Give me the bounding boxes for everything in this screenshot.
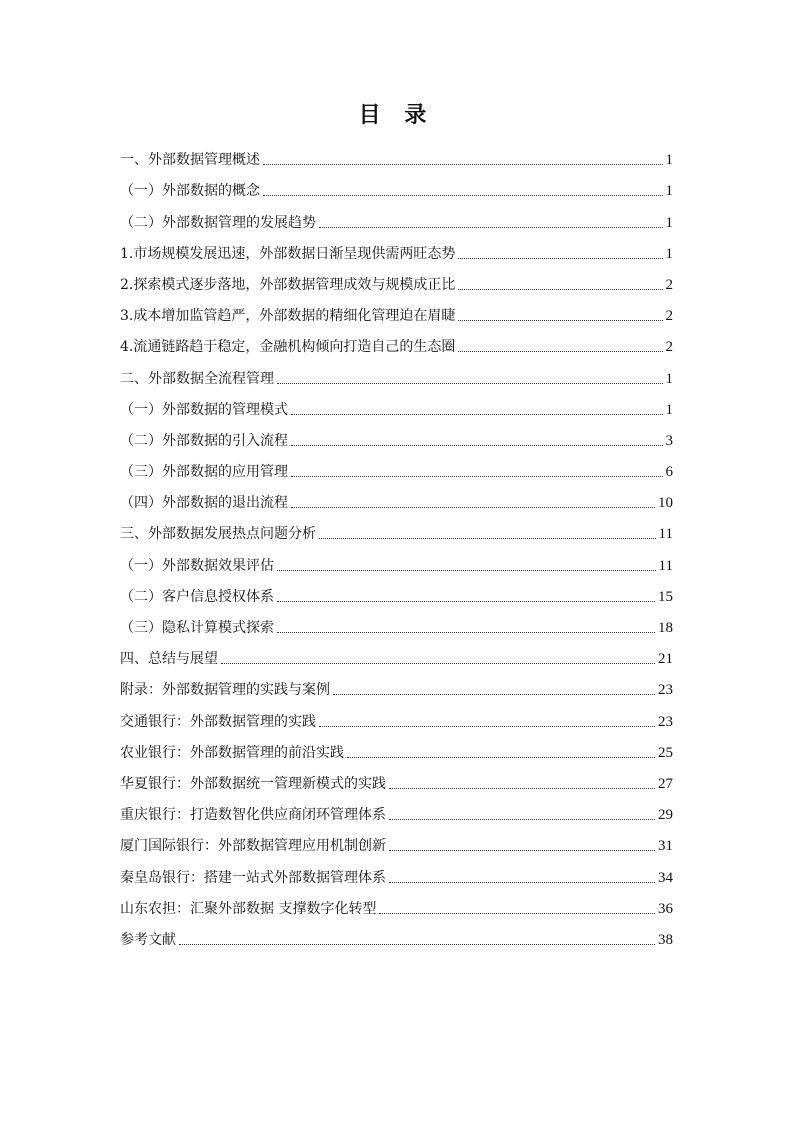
toc-leader-dots — [458, 289, 662, 290]
toc-entry[interactable] — [120, 824, 673, 855]
toc-leader-dots — [263, 164, 663, 165]
toc-entry-label: （一）外部数据的管理模式 — [120, 401, 288, 418]
toc-entry[interactable] — [120, 637, 673, 668]
toc-entry-label: 华夏银行：外部数据统一管理新模式的实践 — [120, 775, 386, 792]
toc-leader-dots — [319, 227, 663, 228]
toc-entry[interactable] — [120, 263, 673, 294]
toc-leader-dots — [263, 195, 663, 196]
toc-leader-dots — [291, 507, 655, 508]
toc-leader-dots — [291, 445, 663, 446]
toc-entry-page: 1 — [665, 245, 673, 262]
toc-leader-dots — [277, 383, 663, 384]
toc-entry[interactable] — [120, 481, 673, 512]
toc-entry-page: 34 — [658, 869, 673, 886]
toc-entry-page: 6 — [665, 464, 673, 481]
toc-entry-label: 3.成本增加监管趋严，外部数据的精细化管理迫在眉睫 — [120, 308, 456, 325]
toc-entry[interactable] — [120, 294, 673, 325]
toc-entry[interactable] — [120, 356, 673, 387]
toc-entry-page: 36 — [658, 900, 673, 917]
toc-entry-label: 参考文献 — [120, 931, 176, 948]
toc-leader-dots — [347, 757, 655, 758]
toc-entry-page: 2 — [665, 339, 673, 356]
toc-entry[interactable] — [120, 731, 673, 762]
toc-entry-page: 25 — [658, 744, 673, 761]
toc-entry-page: 1 — [665, 370, 673, 387]
toc-leader-dots — [389, 819, 655, 820]
toc-entry-label: 重庆银行：打造数智化供应商闭环管理体系 — [120, 807, 386, 824]
toc-entry-label: （二）外部数据的引入流程 — [120, 432, 288, 449]
toc-entry-label: 四、总结与展望 — [120, 651, 218, 668]
toc-entry-page: 15 — [658, 588, 673, 605]
toc-entry[interactable] — [120, 200, 673, 231]
toc-entry[interactable] — [120, 575, 673, 606]
toc-leader-dots — [319, 538, 656, 539]
toc-entry-page: 3 — [665, 432, 673, 449]
toc-entry[interactable] — [120, 232, 673, 263]
toc-entry-label: 交通银行：外部数据管理的实践 — [120, 713, 316, 730]
toc-entry-page: 11 — [658, 557, 673, 574]
toc-entry[interactable] — [120, 512, 673, 543]
toc-entry[interactable] — [120, 793, 673, 824]
toc-entry[interactable] — [120, 887, 673, 918]
toc-entry[interactable] — [120, 325, 673, 356]
toc-entry-label: （三）外部数据的应用管理 — [120, 464, 288, 481]
toc-entry-page: 29 — [658, 807, 673, 824]
toc-entry-label: （二）外部数据管理的发展趋势 — [120, 214, 316, 231]
toc-entry-label: 秦皇岛银行：搭建一站式外部数据管理体系 — [120, 869, 386, 886]
toc-entry[interactable] — [120, 762, 673, 793]
toc-entry-page: 27 — [658, 775, 673, 792]
toc-entry-label: 三、外部数据发展热点问题分析 — [120, 526, 316, 543]
toc-entry-page: 23 — [658, 713, 673, 730]
toc-entry-label: 一、外部数据管理概述 — [120, 152, 260, 169]
toc-entry-label: 二、外部数据全流程管理 — [120, 370, 274, 387]
toc-entry-page: 1 — [665, 214, 673, 231]
toc-entry-label: 2.探索模式逐步落地，外部数据管理成效与规模成正比 — [120, 276, 456, 293]
toc-entry[interactable] — [120, 138, 673, 169]
toc-entry[interactable] — [120, 419, 673, 450]
toc-entry[interactable] — [120, 699, 673, 730]
toc-entry-page: 23 — [658, 682, 673, 699]
toc-entry-page: 1 — [665, 401, 673, 418]
toc-entry[interactable] — [120, 450, 673, 481]
toc-entry-page: 31 — [658, 838, 673, 855]
toc-leader-dots — [389, 882, 655, 883]
toc-entry-label: 山东农担：汇聚外部数据 支撑数字化转型 — [120, 900, 377, 917]
toc-leader-dots — [333, 694, 655, 695]
toc-entry-label: 4.流通链路趋于稳定，金融机构倾向打造自己的生态圈 — [120, 339, 456, 356]
toc-leader-dots — [291, 414, 663, 415]
toc-entry-label: （一）外部数据的概念 — [120, 183, 260, 200]
toc-leader-dots — [458, 320, 662, 321]
toc-entry[interactable] — [120, 543, 673, 574]
toc-list — [120, 138, 673, 949]
toc-entry-label: 附录：外部数据管理的实践与案例 — [120, 682, 330, 699]
toc-entry-label: （二）客户信息授权体系 — [120, 588, 274, 605]
toc-leader-dots — [291, 476, 663, 477]
toc-entry-label: （四）外部数据的退出流程 — [120, 495, 288, 512]
toc-entry-page: 11 — [658, 526, 673, 543]
toc-leader-dots — [277, 601, 655, 602]
toc-entry-page: 10 — [658, 495, 673, 512]
toc-entry-label: 厦门国际银行：外部数据管理应用机制创新 — [120, 838, 386, 855]
toc-entry[interactable] — [120, 918, 673, 949]
toc-entry-page: 18 — [658, 620, 673, 636]
toc-entry[interactable] — [120, 668, 673, 699]
toc-entry-page: 1 — [665, 183, 673, 200]
toc-leader-dots — [458, 351, 662, 352]
toc-leader-dots — [458, 258, 662, 259]
toc-entry-page: 21 — [658, 651, 673, 668]
toc-entry-label: （一）外部数据效果评估 — [120, 557, 274, 574]
toc-leader-dots — [389, 788, 655, 789]
toc-entry-page: 2 — [665, 308, 673, 325]
toc-entry-label: 1.市场规模发展迅速，外部数据日渐呈现供需两旺态势 — [120, 245, 456, 262]
toc-entry-label: 农业银行：外部数据管理的前沿实践 — [120, 744, 344, 761]
toc-leader-dots — [277, 632, 655, 633]
toc-leader-dots — [221, 663, 655, 664]
toc-leader-dots — [379, 913, 655, 914]
toc-entry[interactable] — [120, 855, 673, 886]
toc-entry-label: （三）隐私计算模式探索 — [120, 620, 274, 636]
toc-leader-dots — [389, 850, 655, 851]
toc-entry-page: 2 — [665, 276, 673, 293]
toc-entry[interactable] — [120, 388, 673, 419]
toc-entry-page: 38 — [658, 931, 673, 948]
toc-title: 目 录 — [358, 103, 435, 128]
toc-leader-dots — [277, 570, 656, 571]
toc-entry[interactable] — [120, 606, 673, 637]
toc-entry-page: 1 — [665, 152, 673, 169]
toc-leader-dots — [319, 726, 655, 727]
toc-entry[interactable] — [120, 169, 673, 200]
toc-leader-dots — [179, 944, 655, 945]
